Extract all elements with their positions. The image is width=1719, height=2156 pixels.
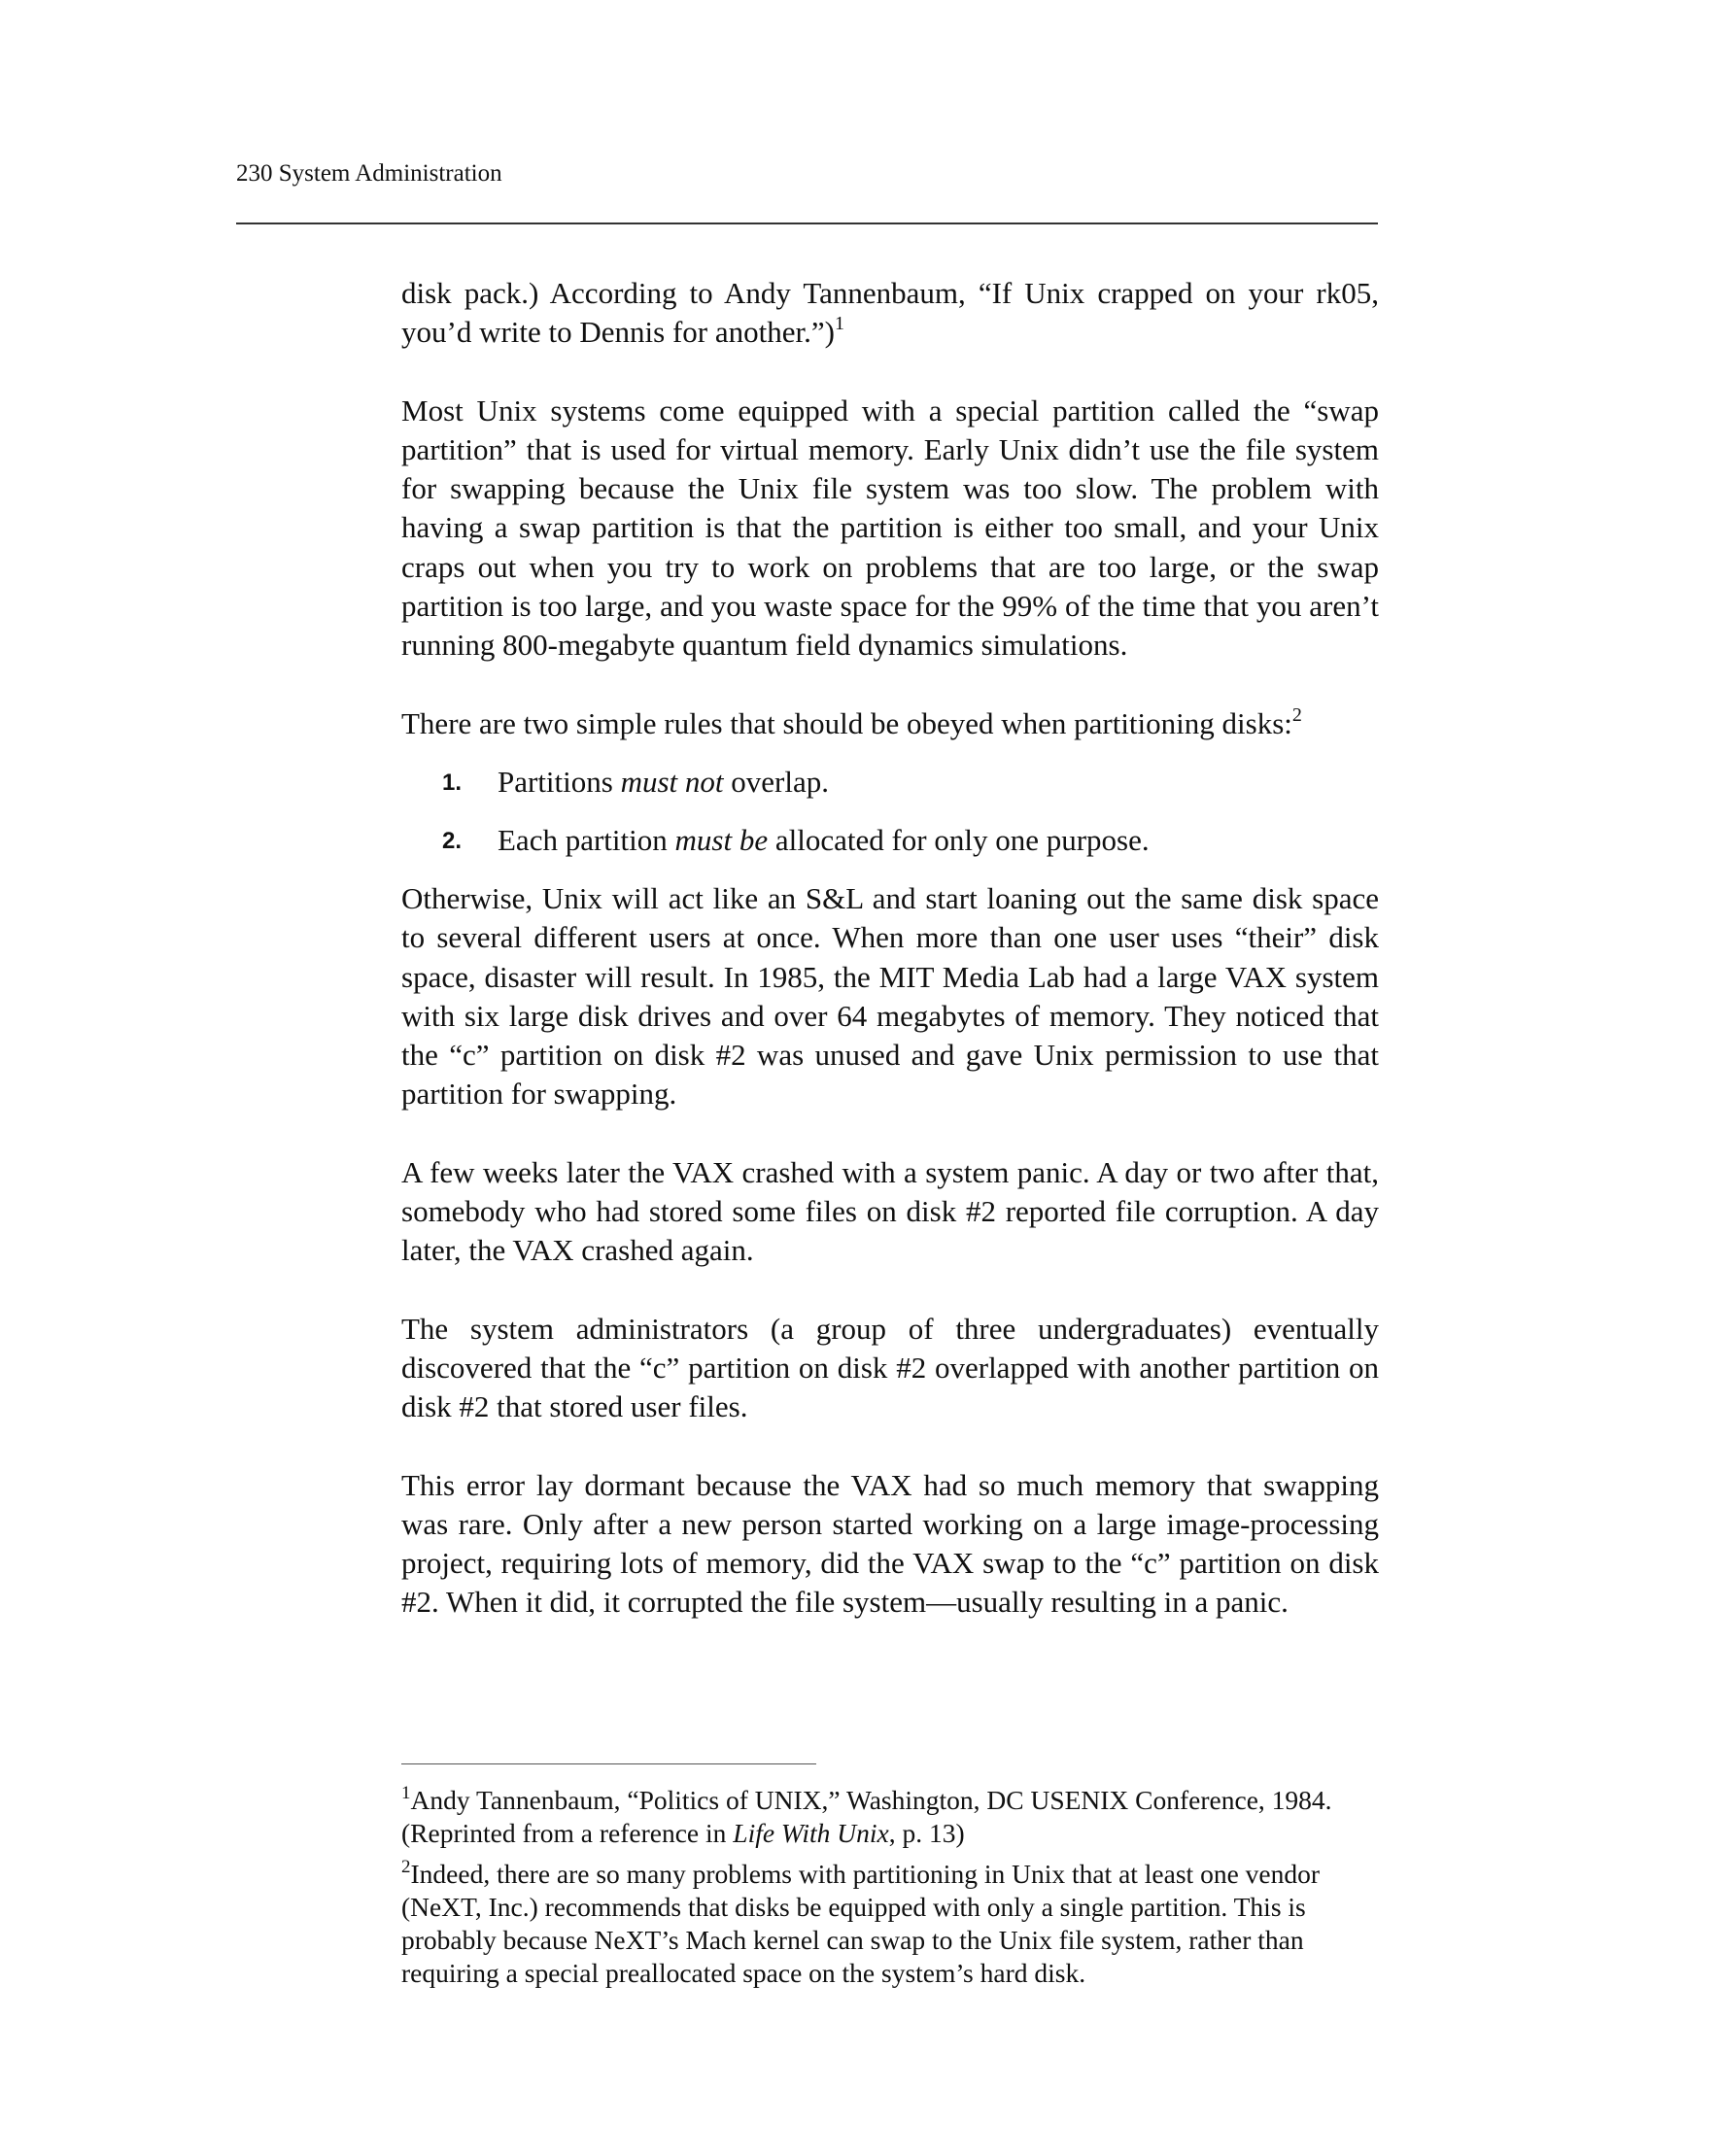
- paragraph-3-text: There are two simple rules that should be obeyed when partitioning disks:: [401, 705, 1292, 740]
- footnote-rule: [401, 1763, 816, 1764]
- paragraph-2: Most Unix systems come equipped with a special partition called the “swap partition” that is used for virtual memory. Early Unix didn’t use the file system for swapping because the Unix file system was too slow. The problem with having a swap partition is that the partition is either too small, and your Unix craps out when you try to work on problems that are too large, or the swap partition is too large, and you waste space for the 99% of the time that you aren’t running 800-megabyte quantum field dynamics simulations.: [401, 393, 1379, 663]
- body-text: [401, 274, 1379, 1661]
- list-item: [401, 763, 1379, 802]
- footnote-1: [401, 1784, 1383, 1850]
- footnote-number: 2: [401, 1857, 411, 1877]
- paragraph-1: [401, 274, 1379, 353]
- list-number: 2.: [442, 827, 463, 854]
- list-item-text: allocated for only one purpose.: [768, 822, 1150, 857]
- list-item: [401, 821, 1379, 860]
- list-item-emphasis: must be: [674, 822, 769, 857]
- header-rule: [236, 222, 1378, 224]
- book-title: Life With Unix: [733, 1818, 889, 1848]
- footnote-text: Indeed, there are so many problems with partitioning in Unix that at least one vendor (NeXT, Inc.) recommends that disks be equipped with only a single partition. This is probably because NeXT’s Mach kernel can swap to the Unix file system, rather than requiring a special preallocated space on the system’s hard disk.: [401, 1859, 1321, 1988]
- footnote-ref-2[interactable]: 2: [1291, 703, 1302, 726]
- footnotes: [401, 1784, 1383, 1998]
- footnote-number: 1: [401, 1783, 411, 1803]
- paragraph-6: The system administrators (a group of three undergraduates) eventually discovered that the “c” partition on disk #2 overlapped with another partition on disk #2 that stored user files.: [401, 1311, 1379, 1424]
- paragraph-3: [401, 704, 1379, 743]
- paragraph-5: A few weeks later the VAX crashed with a system panic. A day or two after that, somebody who had stored some files on disk #2 reported file corruption. A day later, the VAX crashed again.: [401, 1154, 1379, 1268]
- paragraph-7: This error lay dormant because the VAX had so much memory that swapping was rare. Only after a new person started working on a large image-processing project, requiring lots of memory, did the VAX swap to the “c” partition on disk #2. When it did, it corrupted the file system—usually resulting in a panic.: [401, 1467, 1379, 1620]
- paragraph-1-text: disk pack.) According to Andy Tannenbaum, “If Unix crapped on your rk05, you’d write to Dennis for another.”): [401, 276, 1379, 350]
- list-item-emphasis: must not: [620, 764, 724, 799]
- footnote-text: , p. 13): [888, 1818, 965, 1848]
- running-head: 230 System Administration: [236, 160, 502, 187]
- partition-rules-list: [401, 763, 1379, 860]
- footnote-2: [401, 1858, 1383, 1990]
- list-item-text: overlap.: [723, 764, 829, 799]
- footnote-text: Andy Tannenbaum, “Politics of UNIX,” Washington, DC USENIX Conference, 1984. (Reprinted from a reference in: [401, 1785, 1332, 1848]
- footnote-ref-1[interactable]: 1: [834, 313, 844, 335]
- list-item-text: Each partition: [498, 822, 675, 857]
- paragraph-4: Otherwise, Unix will act like an S&L and start loaning out the same disk space to several different users at once. When more than one user uses “their” disk space, disaster will result. In 1985, the MIT Media Lab had a large VAX system with six large disk drives and over 64 megabytes of memory. They noticed that the “c” partition on disk #2 was unused and gave Unix permission to use that partition for swapping.: [401, 880, 1379, 1112]
- list-item-text: Partitions: [498, 764, 621, 799]
- list-number: 1.: [442, 769, 463, 796]
